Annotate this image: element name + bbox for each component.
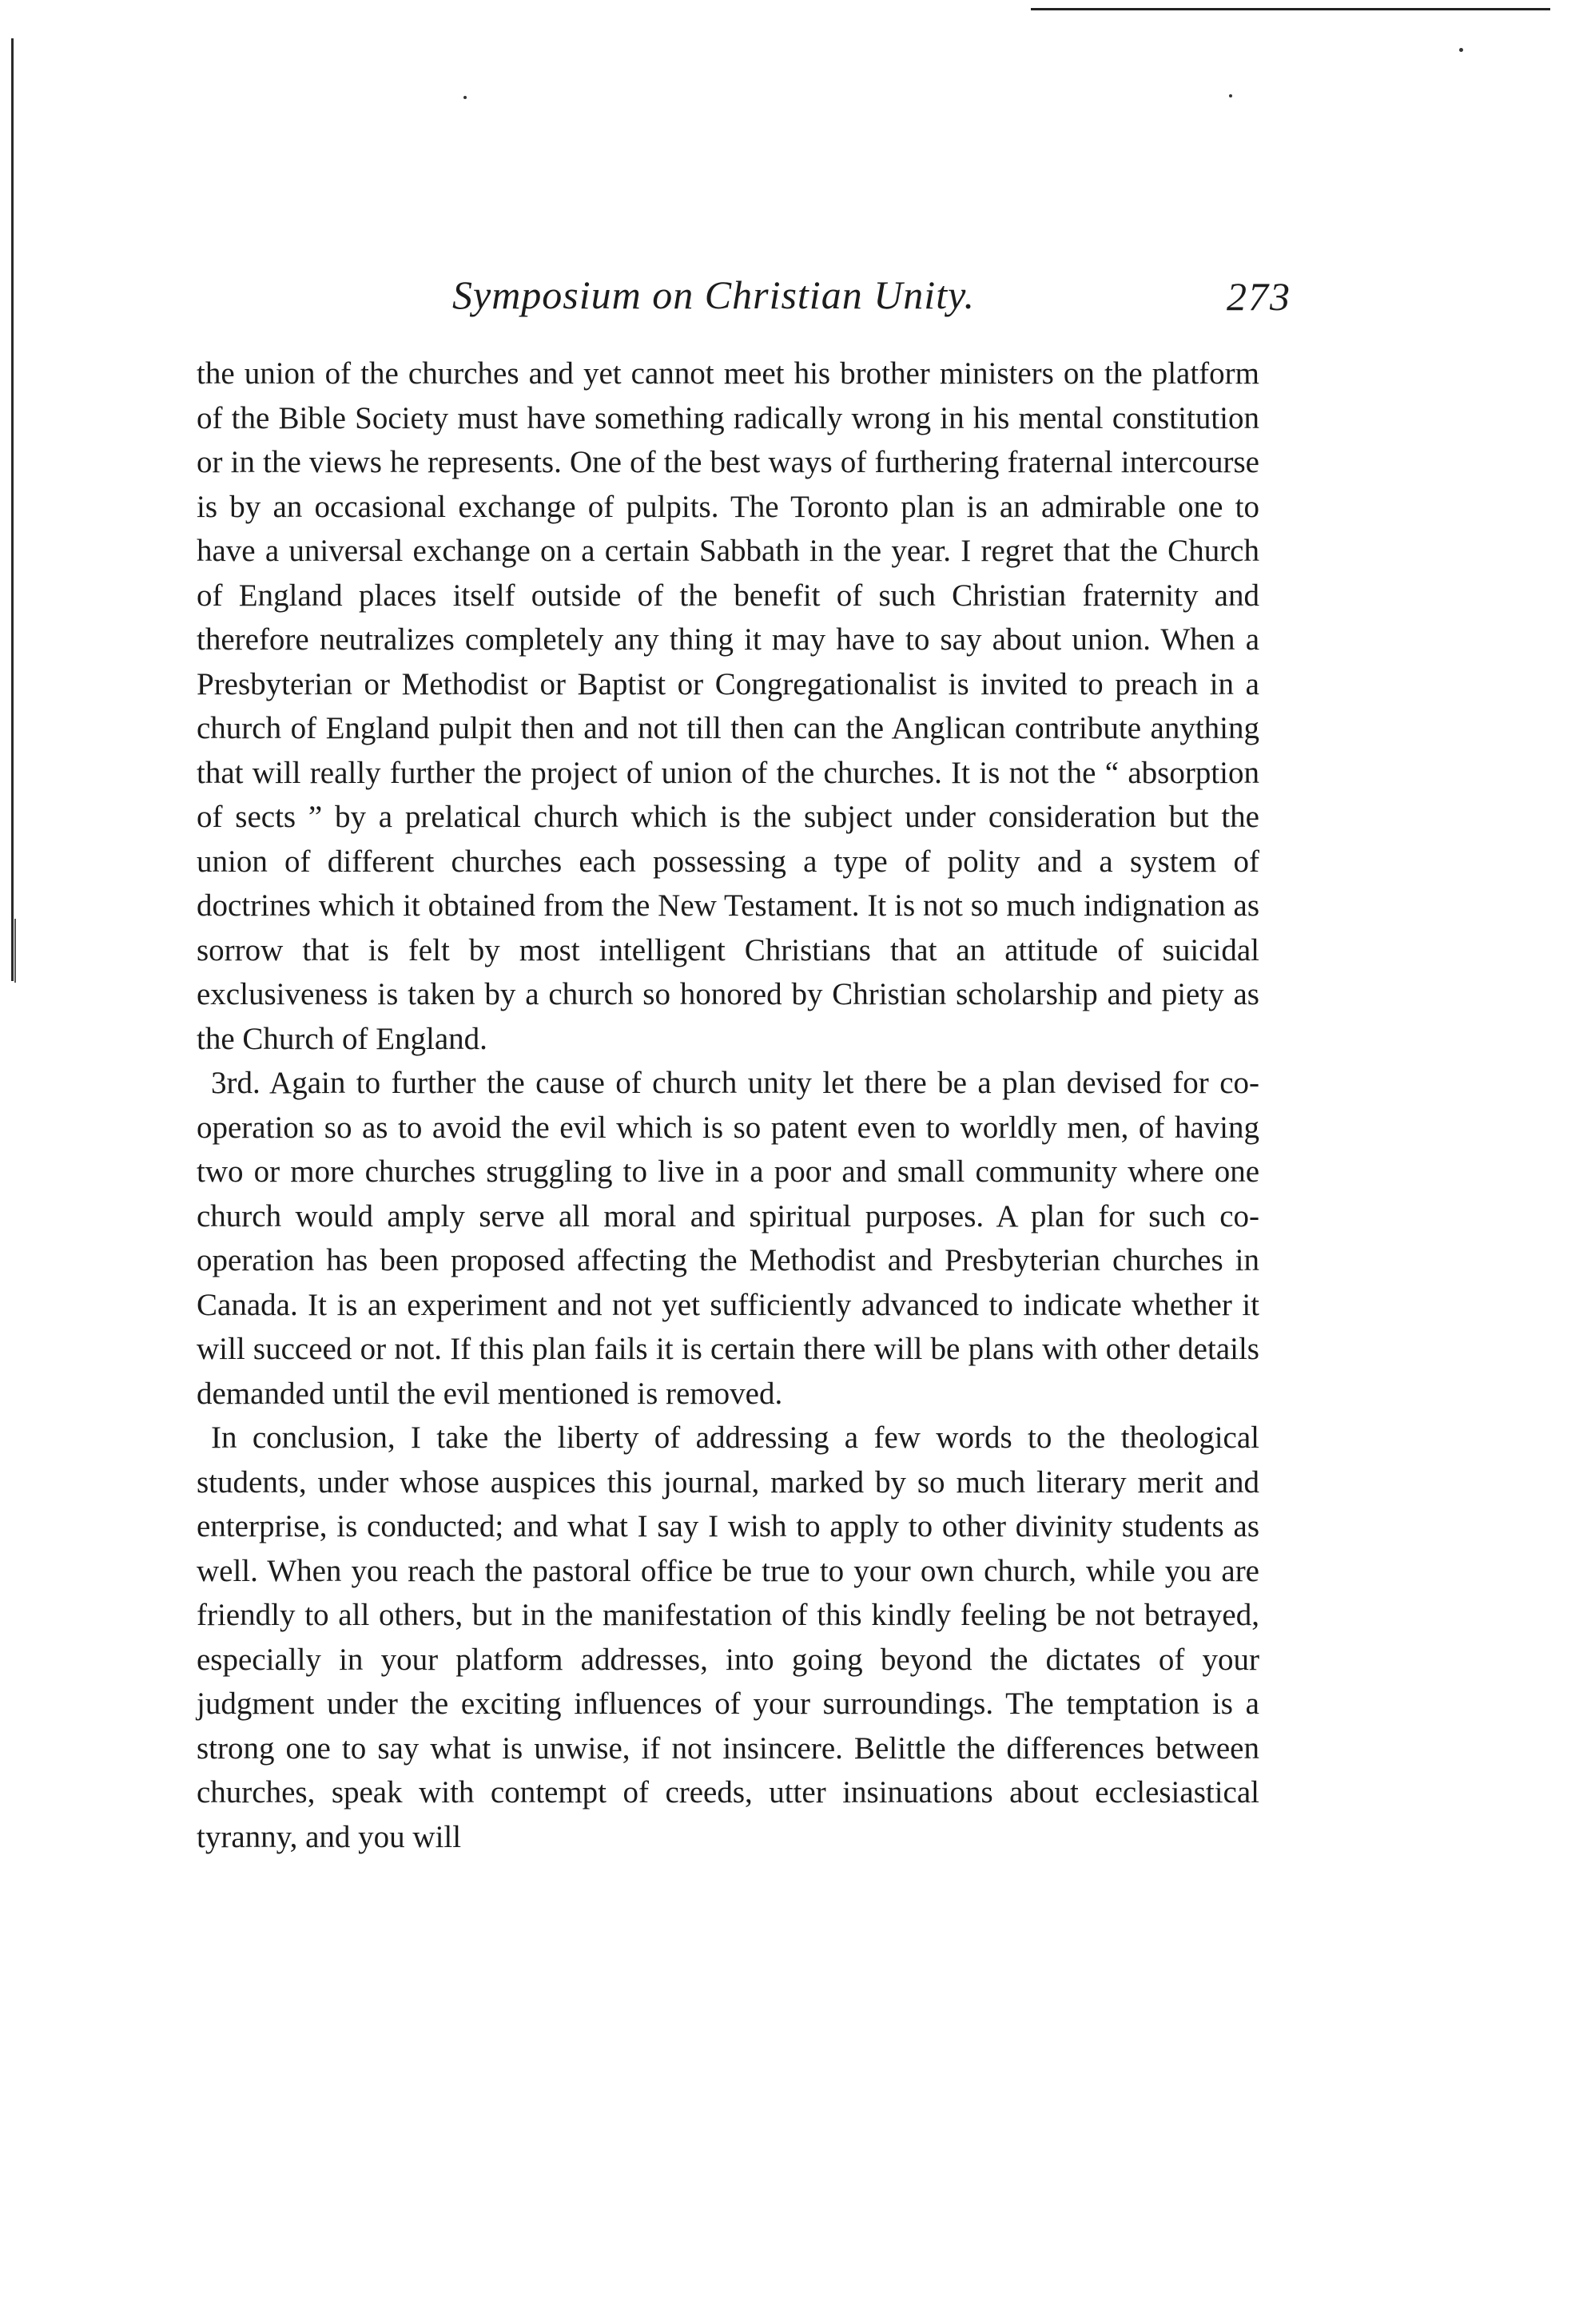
- scan-rule-top: [1031, 8, 1550, 10]
- paragraph-conclusion: In conclusion, I take the liberty of addressing a few words to the theological students, under whose auspices this journal, marked by so much literary merit and enterprise, is conducted; and what I say I wish to apply to other divinity students as well. When you reach the pastoral office be true to your own church, while you are friendly to all others, but in the manifestation of this kindly feeling be not betrayed, especially in your platform addresses, into going beyond the dictates of your judgment under the exciting influences of your surroundings. The temptation is a strong one to say what is unwise, if not insincere. Belittle the differences between churches, speak with contempt of creeds, utter insinuations about ecclesiastical tyranny, and you will: [197, 1420, 1259, 1854]
- scan-speck: [1459, 48, 1463, 52]
- running-head: [197, 272, 1291, 352]
- page-number: 273: [1227, 274, 1291, 319]
- scan-edge-left: [11, 38, 14, 981]
- scan-speck: [463, 96, 467, 99]
- paragraph-continuation: the union of the churches and yet cannot meet his brother ministers on the platform of the Bible Society must have something radically wrong in his mental constitution or in the views he represents. One of the best ways of furthering fraternal intercourse is by an occasional exchange of pulpits. The Toronto plan is an admirable one to have a universal exchange on a certain Sabbath in the year. I regret that the Church of England places itself outside of the benefit of such Christian fraternity and therefore neutralizes completely any thing it may have to say about union. When a Presbyterian or Methodist or Baptist or Congregationalist is invited to preach in a church of England pulpit then and not till then can the Anglican contribute anything that will really further the project of union of the churches. It is not the “ absorption of sects ” by a prelatical church which is the subject under consideration but the union of different churches each possessing a type of polity and a system of doctrines which it obtained from the New Testament. It is not so much indignation as sorrow that is felt by most intelligent Christians that an attitude of suicidal exclusiveness is taken by a church so honored by Christian scholarship and piety as the Church of England.: [197, 356, 1259, 1056]
- paragraph-third-point: 3rd. Again to further the cause of church unity let there be a plan devised for co-operation so as to avoid the evil which is so patent even to worldly men, of having two or more churches struggling to live in a poor and small community where one church would amply serve all moral and spiritual purposes. A plan for such co-operation has been proposed affecting the Methodist and Presbyterian churches in Canada. It is an experiment and not yet sufficiently advanced to indicate whether it will succeed or not. If this plan fails it is certain there will be plans with other details demanded until the evil mentioned is removed.: [197, 1066, 1259, 1411]
- scan-edge-left-lower: [14, 919, 16, 983]
- page-content: [197, 272, 1291, 1859]
- scan-speck: [1229, 94, 1232, 97]
- running-title: Symposium on Christian Unity.: [452, 272, 976, 317]
